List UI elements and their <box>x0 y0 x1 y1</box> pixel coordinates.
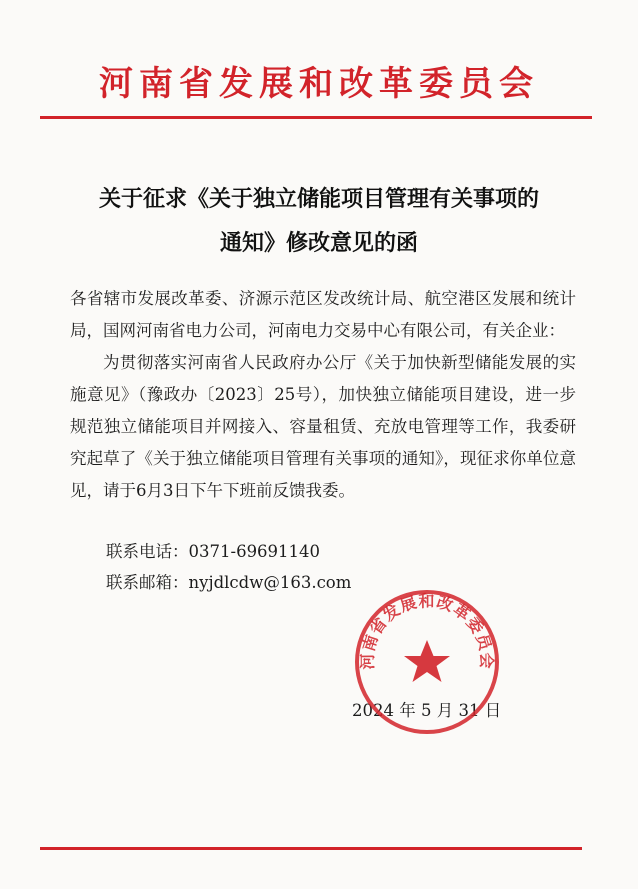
document-date: 2024 年 5 月 31 日 <box>352 701 502 720</box>
document-body <box>70 283 576 507</box>
contact-phone-line <box>106 536 320 568</box>
document-title-line-2: 通知》修改意见的函 <box>219 231 418 256</box>
masthead-organization: 河南省发展和改革委员会 <box>99 64 539 104</box>
document-title <box>40 178 598 266</box>
contact-phone-label: 联系电话： <box>106 542 189 561</box>
recipients-paragraph: 各省辖市发展改革委、济源示范区发改统计局、航空港区发展和统计局，国网河南省电力公司，河南电力交易中心有限公司，有关企业： <box>70 289 576 340</box>
contact-phone-value: 0371-69691140 <box>188 542 321 561</box>
seal-star-icon <box>404 640 450 682</box>
main-paragraph: 为贯彻落实河南省人民政府办公厅《关于加快新型储能发展的实施意见》（豫政办〔2023〕25号），加快独立储能项目建设，进一步规范独立储能项目并网接入、容量租赁、充放电管理等工作，我委研究起草了《关于独立储能项目管理有关事项的通知》，现征求你单位意见，请于6月3日下午下班前反馈我委。 <box>70 353 576 500</box>
footer-red-rule <box>40 847 582 850</box>
masthead-red-rule <box>40 116 592 119</box>
official-seal-icon <box>352 587 502 737</box>
document-title-line-1: 关于征求《关于独立储能项目管理有关事项的 <box>98 187 539 212</box>
contact-email-label: 联系邮箱： <box>106 573 189 592</box>
seal-arc-text: 河南省发展和改革委员会 <box>357 591 497 670</box>
contact-email-value: nyjdlcdw@163.com <box>188 573 352 592</box>
contact-email-line <box>106 567 351 599</box>
